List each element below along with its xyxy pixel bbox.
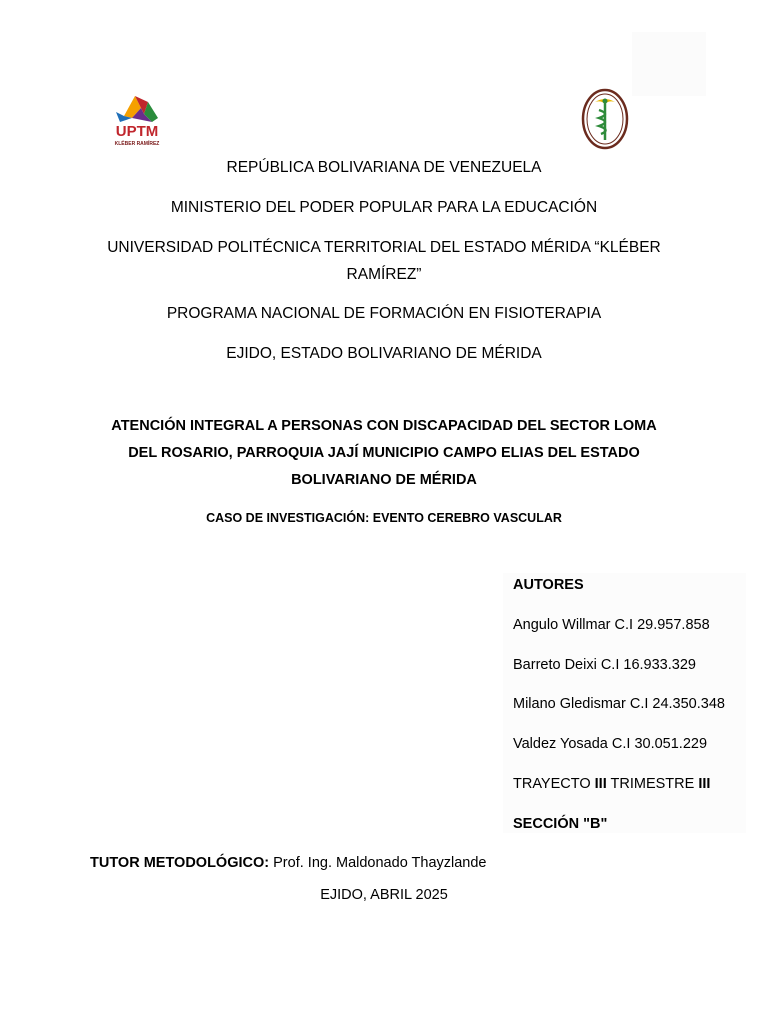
header-program: PROGRAMA NACIONAL DE FORMACIÓN EN FISIOTERAPIA bbox=[166, 305, 602, 322]
trayecto-trimestre bbox=[513, 773, 710, 795]
uptm-logo-text: UPTM bbox=[115, 123, 159, 140]
caduceus-logo bbox=[581, 88, 629, 150]
uptm-emblem-icon bbox=[108, 92, 166, 150]
trayecto-value: III bbox=[594, 776, 607, 792]
tutor-line bbox=[90, 852, 487, 874]
trimestre-value: III bbox=[698, 776, 711, 792]
author-item: Angulo Willmar C.I 29.957.858 bbox=[513, 617, 710, 633]
header-university-line1: UNIVERSIDAD POLITÉCNICA TERRITORIAL DEL ESTADO MÉRIDA “KLÉBER bbox=[107, 239, 661, 256]
header-republic: REPÚBLICA BOLIVARIANA DE VENEZUELA bbox=[226, 159, 542, 176]
header-location: EJIDO, ESTADO BOLIVARIANO DE MÉRIDA bbox=[226, 345, 542, 362]
scan-shade bbox=[632, 32, 706, 96]
document-title-line2: DEL ROSARIO, PARROQUIA JAJÍ MUNICIPIO CAMPO ELIAS DEL ESTADO bbox=[128, 445, 640, 461]
document-title-line3: BOLIVARIANO DE MÉRIDA bbox=[291, 472, 477, 488]
uptm-logo-subtext: KLÉBER RAMÍREZ bbox=[114, 141, 160, 147]
author-item: Milano Gledismar C.I 24.350.348 bbox=[513, 696, 725, 712]
header-university-line2: RAMÍREZ” bbox=[346, 266, 422, 283]
tutor-label: TUTOR METODOLÓGICO: bbox=[90, 855, 270, 871]
tutor-name: Prof. Ing. Maldonado Thayzlande bbox=[273, 855, 487, 871]
document-subtitle: CASO DE INVESTIGACIÓN: EVENTO CEREBRO VASCULAR bbox=[206, 511, 562, 525]
authors-heading: AUTORES bbox=[513, 577, 584, 593]
place-date: EJIDO, ABRIL 2025 bbox=[320, 887, 448, 903]
document-title-line1: ATENCIÓN INTEGRAL A PERSONAS CON DISCAPACIDAD DEL SECTOR LOMA bbox=[111, 418, 657, 434]
uptm-logo bbox=[108, 92, 166, 150]
trimestre-label: TRIMESTRE bbox=[610, 776, 695, 792]
header-ministry: MINISTERIO DEL PODER POPULAR PARA LA EDUCACIÓN bbox=[170, 199, 598, 216]
caduceus-icon bbox=[581, 88, 629, 150]
section-label: SECCIÓN "B" bbox=[513, 816, 608, 832]
trayecto-label: TRAYECTO bbox=[513, 776, 591, 792]
author-item: Barreto Deixi C.I 16.933.329 bbox=[513, 657, 696, 673]
author-item: Valdez Yosada C.I 30.051.229 bbox=[513, 736, 708, 752]
